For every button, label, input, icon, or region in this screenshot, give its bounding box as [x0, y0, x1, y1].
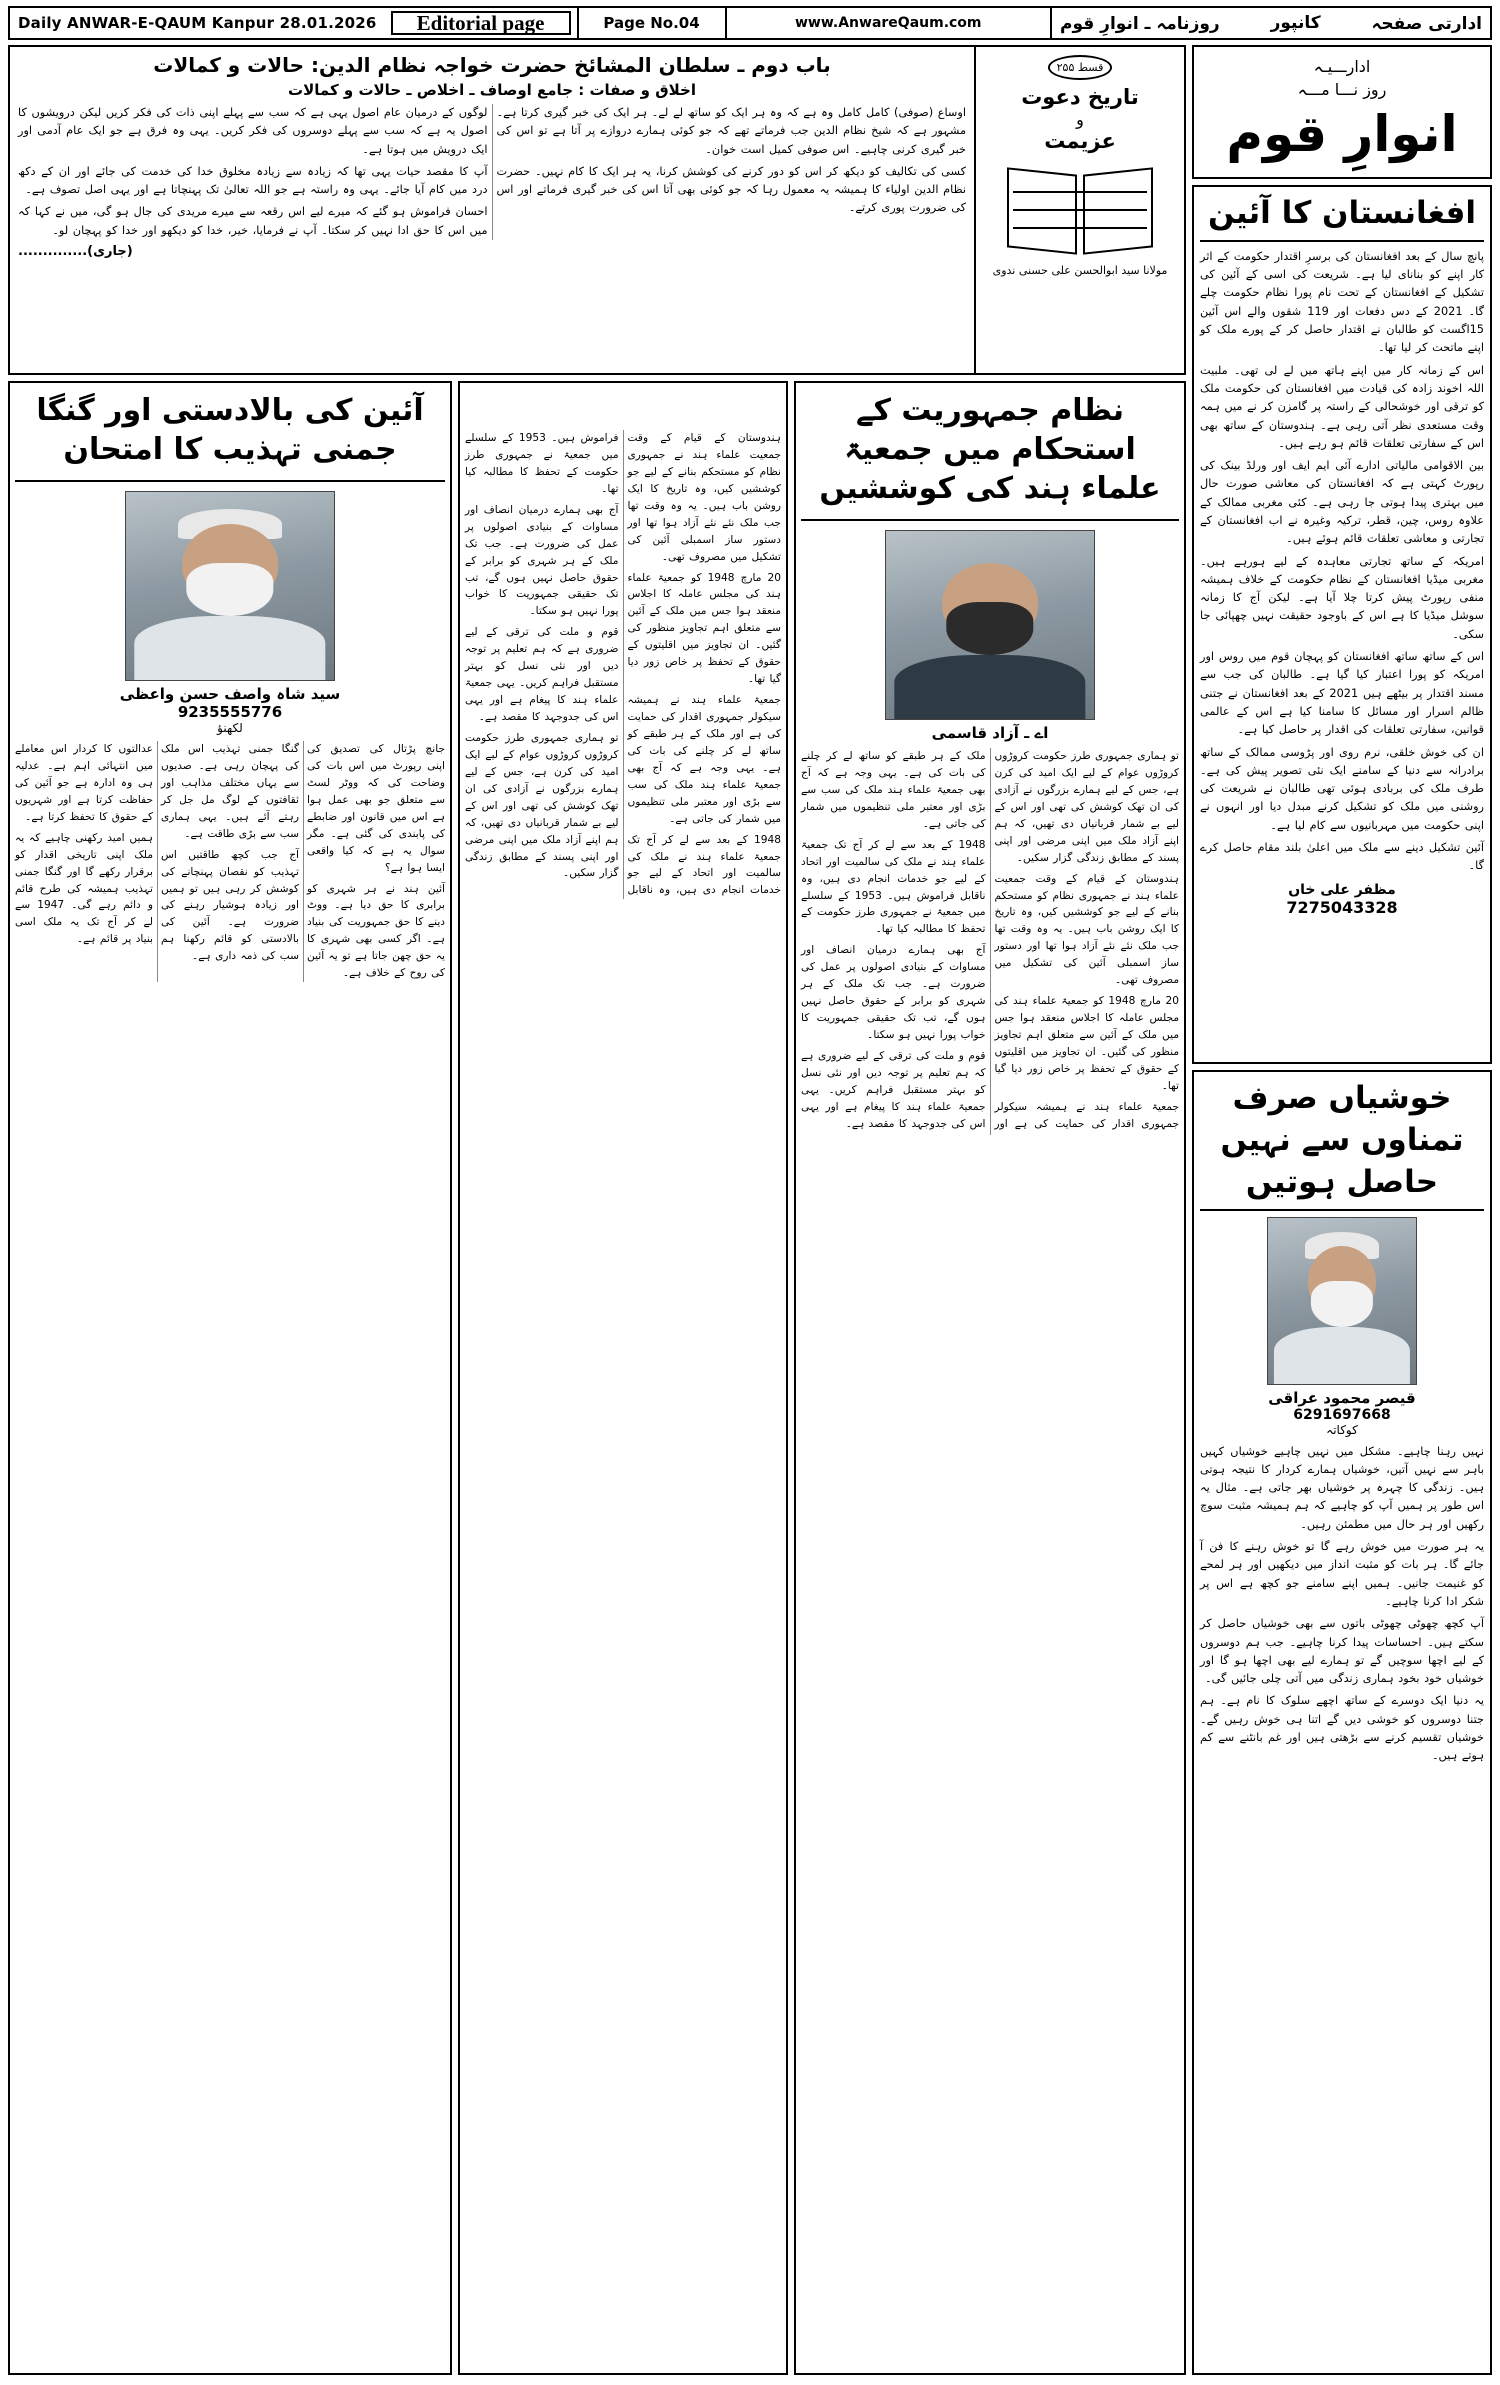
jamiat-paragraph: 20 مارچ 1948 کو جمعیۃ علماء ہند کی مجلس عاملہ کا اجلاس منعقد ہوا جس میں ملک کے آئین سے متعلق اہم تجاویز منظور کی گئیں۔ ان تجاویز میں اقلیتوں کے حقوق کے تحفظ پر خاص زور دیا گیا تھا۔ — [994, 995, 1179, 1092]
editorial-author-name: مظفر علی خاں — [1288, 881, 1396, 898]
imtihan-paragraph: آج جب کچھ طاقتیں اس تہذیب کو نقصان پہنچانے کی کوشش کر رہی ہیں تو ہمیں اور زیادہ ہوشیار رہنے کی ضرورت ہے۔ آئین کی بالادستی کو قائم رکھنا ہم سب کی ذمہ داری ہے۔ — [161, 848, 299, 963]
imtihan-body — [15, 741, 445, 982]
author-photo — [1267, 1217, 1417, 1385]
nameplate — [1192, 45, 1492, 179]
editorial-body — [1200, 248, 1484, 876]
jamiat-continuation-column — [458, 381, 788, 2375]
jamiat-paragraph: تو ہماری جمہوری طرز حکومت کروڑوں کروڑوں عوام کے لیے ایک امید کی کرن ہے، جس کے لیے ہمارے بزرگوں نے آزادی کی ان تھک کوشش کی تھی اور اس کے لیے بے شمار قربانیاں دی تھیں، کہ ہم اپنے آزاد ملک میں اپنی مرضی اور اپنی پسند کے مطابق زندگی گزار سکیں۔ — [994, 750, 1179, 864]
jamiat-continued-body — [465, 430, 781, 899]
masthead-urdu-editorial: ادارتی صفحہ — [1371, 13, 1482, 34]
jamiat-paragraph: جمعیۃ علماء ہند نے ہمیشہ سیکولر جمہوری اقدار کی حمایت کی ہے اور ملک کے ہر طبقے کو ساتھ لے کر چلنے کی بات کی ہے۔ یہی وجہ ہے کہ آج بھی جمعیۃ علماء ہند ملک کی سب سے بڑی اور معتبر ملی تنظیموں میں شمار کی جاتی ہے۔ — [627, 694, 781, 825]
jamiat-paragraph: ہندوستان کے قیام کے وقت جمعیت علماء ہند نے جمہوری نظام کو مستحکم بنانے کے لیے جو کوششیں کیں، وہ تاریخ کا ایک روشن باب ہیں۔ یہ وہ وقت تھا جب ملک نئے نئے آزاد ہوا تھا اور دستور ساز اسمبلی آئین کی تشکیل میں مصروف تھی۔ — [994, 872, 1179, 987]
masthead-urdu-strip — [1050, 8, 1490, 38]
masthead-website[interactable]: www.AnwareQaum.com — [794, 15, 982, 31]
khushiyan-headline: خوشیاں صرف تمناوں سے نہیں حاصل ہوتیں — [1200, 1078, 1484, 1211]
feature-paragraph: لوگوں کے درمیان عام اصول یہی ہے کہ سب سے پہلے اپنی ذات کی فکر کریں لیکن درویشوں کا اصول یہ ہے کہ سب سے پہلے دوسروں کی فکر کریں۔ یہی وہ فرق ہے جو ایک عام آدمی اور ایک درویش میں ہوتا ہے۔ — [18, 106, 488, 156]
jamiat-paragraph: قوم و ملت کی ترقی کے لیے ضروری ہے کہ ہم تعلیم پر توجہ دیں اور نئی نسل کو بہتر مستقبل فراہم کریں۔ یہی جمعیۃ علماء ہند کا پیغام ہے اور یہی اس کی جدوجہد کا مقصد ہے۔ — [801, 1049, 986, 1130]
page-body — [8, 45, 1492, 2375]
feature-body — [18, 104, 966, 240]
khushiyan-paragraph: آپ کچھ چھوٹی چھوٹی باتوں سے بھی خوشیاں حاصل کر سکتے ہیں۔ احساسات پیدا کرنا چاہیے۔ جب ہم دوسروں کے لیے اچھا سوچیں گے تو ہمارے لیے بھی اچھا ہو گا اور خوشیاں خود بخود ہماری زندگی میں آتی چلی جائیں گی۔ — [1200, 1617, 1484, 1686]
right-column — [1192, 45, 1492, 2375]
imtihan-paragraph: ہمیں امید رکھنی چاہیے کہ یہ ملک اپنی تاریخی اقدار کو برقرار رکھے گا اور گنگا جمنی تہذیب ہمیشہ کی طرح قائم و دائم رہے گی۔ 1947 سے لے کر آج تک یہ ملک اسی بنیاد پر قائم ہے۔ — [15, 831, 154, 946]
imtihan-author-city: لکھنؤ — [217, 721, 243, 735]
author-photo — [885, 530, 1095, 720]
jamiat-paragraph: آج بھی ہمارے درمیان انصاف اور مساوات کے بنیادی اصولوں پر عمل کی ضرورت ہے۔ جب تک ملک کے ہر شہری کو برابر کے حقوق حاصل نہیں ہوں گے، تب تک حقیقی جمہوریت کا خواب پورا نہیں ہو سکتا۔ — [801, 944, 986, 1041]
feature-series-title-2: و — [1076, 110, 1084, 130]
editorial-paragraph: بین الاقوامی مالیاتی ادارے آئی ایم ایف اور ورلڈ بینک کی رپورٹ کہتی ہے کہ افغانستان کی معاشی صورت حال میں بہتری پیدا ہوتی جا رہی ہے۔ کئی مغربی ممالک کے علاوہ روس، چین، قطر، ترکیہ وغیرہ نے اب افغانستان کے تجارتی و معاشی تعلقات قائم ہوئے ہیں۔ — [1200, 459, 1484, 546]
khushiyan-article — [1192, 1070, 1492, 2375]
feature-episode-badge: قسط ۲۵۵ — [1048, 55, 1113, 80]
editorial-article — [1192, 185, 1492, 1064]
open-book-icon — [1005, 161, 1155, 257]
jamiat-author-photo-block — [801, 530, 1179, 742]
jamiat-paragraph: جمعیۃ علماء ہند نے ہمیشہ سیکولر جمہوری اقدار کی حمایت کی ہے اور ملک کے ہر طبقے کو ساتھ لے کر چلنے کی بات کی ہے۔ یہی وجہ ہے کہ آج بھی جمعیۃ علماء ہند ملک کی سب سے بڑی اور معتبر ملی تنظیموں میں شمار کی جاتی ہے۔ — [801, 750, 1179, 1130]
feature-continued-label: (جاری).............. — [18, 244, 133, 260]
masthead-urdu-city: کانپور — [1270, 13, 1321, 33]
masthead-bar — [8, 6, 1492, 40]
nameplate-line-2: روز نـــا مـــہ — [1297, 80, 1387, 99]
feature-paragraph: کسی کی تکالیف کو دیکھ کر اس کو دور کرنے کی کوشش کرنا، یہ ہر ایک کا کام نہیں۔ حضرت نظام الدین اولیاء کا ہمیشہ یہ معمول رہا کہ جو کوئی بھی آتا اس کی خبر گیری فرماتے اور اس کی ضرورت پوری کرتے۔ — [496, 164, 966, 215]
khushiyan-paragraph: نہیں رہنا چاہیے۔ مشکل میں نہیں چاہیے خوشیاں کہیں باہر سے نہیں آتیں، خوشیاں ہمارے کردار کا نتیجہ ہوتی ہیں۔ زندگی کا چہرہ پر خوشیاں بھر جاتی ہے۔ مثال یہ اس طور پر ہمیں آپ کو چاہیے کہ ہم ہمیشہ مثبت سوچ رکھیں اور ہر حال میں مطمئن رہیں۔ — [1200, 1444, 1484, 1531]
jamiat-paragraph: تو ہماری جمہوری طرز حکومت کروڑوں کروڑوں عوام کے لیے ایک امید کی کرن ہے، جس کے لیے ہمارے بزرگوں نے آزادی کی ان تھک کوشش کی تھی اور اس کے لیے بے شمار قربانیاں دی تھیں، کہ ہم اپنے آزاد ملک میں اپنی مرضی اور اپنی پسند کے مطابق زندگی گزار سکیں۔ — [465, 731, 619, 880]
khushiyan-author-name: قیصر محمود عراقی — [1268, 1388, 1416, 1407]
editorial-paragraph: اس کے ساتھ ساتھ افغانستان کو پہچان قوم میں روس اور امریکہ کو پورا اعتبار کیا گیا ہے۔ طالبان کی جب سے مسند اقتدار پر بیٹھے ہیں 2021 کے بعد افغانستان نے جتنی ظالم اسرار اور مسائل کا سامنا کیا ہے اس کے عالمی قوانین، سفارتی تعلقات کی اقدار پر حاصل کیا ہے۔ — [1200, 650, 1484, 737]
imtihan-paragraph: آئین ہند نے ہر شہری کو برابری کا حق دیا ہے۔ ووٹ دینے کا حق جمہوریت کی بنیاد ہے۔ اگر کسی بھی شہری کا یہ حق چھن جاتا ہے تو یہ آئین کی روح کے خلاف ہے۔ — [307, 882, 445, 980]
main-column — [8, 45, 1186, 2375]
imtihan-paragraph: عدالتوں کا کردار اس معاملے میں انتہائی اہم ہے۔ عدلیہ ہی وہ ادارہ ہے جو آئین کی حفاظت کرتا ہے اور شہریوں کے حقوق کا تحفظ کرتا ہے۔ — [15, 743, 153, 823]
masthead-page-number: Page No.04 — [577, 8, 727, 38]
khushiyan-paragraph: یہ دنیا ایک دوسرے کے ساتھ اچھے سلوک کا نام ہے۔ ہم جتنا دوسروں کو خوشی دیں گے اتنا ہی خوش رہیں گے۔ خوشیاں تقسیم کرنے سے بڑھتی ہیں اور غم بانٹنے سے کم ہوتے ہیں۔ — [1200, 1694, 1484, 1763]
imtihan-author-phone: 9235555776 — [177, 703, 283, 721]
jamiat-headline: نظام جمہوریت کے استحکام میں جمعیۃ علماء ہند کی کوششیں — [819, 393, 1161, 506]
masthead-editorial-label: Editorial page — [391, 11, 571, 35]
masthead-date-line: Daily ANWAR-E-QAUM Kanpur 28.01.2026 — [18, 14, 377, 32]
editorial-headline: افغانستان کا آئین — [1200, 193, 1484, 242]
feature-series-title-3: عزیمت — [1044, 129, 1116, 154]
feature-paragraph: آپ کا مقصد حیات یہی تھا کہ زیادہ سے زیادہ مخلوق خدا کی خدمت کی جائے اور ان کے دکھ درد میں کام آیا جائے۔ یہی وہ راستہ ہے جو اللہ تعالیٰ تک پہنچاتا ہے اور یہی اصل تصوف ہے۔ — [18, 164, 488, 197]
jamiat-paragraph: 1948 کے بعد سے لے کر آج تک جمعیۃ علماء ہند نے ملک کی سالمیت اور اتحاد کے لیے جو خدمات انجام دی ہیں، وہ ناقابل فراموش ہیں۔ 1953 کے سلسلے میں جمعیۃ نے جمہوری طرز حکومت کے تحفظ کا مطالبہ کیا تھا۔ — [801, 838, 986, 936]
imtihan-author-photo-block — [15, 491, 445, 735]
khushiyan-author-photo-block — [1200, 1217, 1484, 1437]
jamiat-body — [801, 748, 1179, 1135]
feature-series-author: مولانا سید ابوالحسن علی حسنی ندوی — [992, 264, 1168, 278]
jamiat-paragraph: 1948 کے بعد سے لے کر آج تک جمعیۃ علماء ہند نے ملک کی سالمیت اور اتحاد کے لیے جو خدمات انجام دی ہیں، وہ ناقابل فراموش ہیں۔ 1953 کے سلسلے میں جمعیۃ نے جمہوری طرز حکومت کے تحفظ کا مطالبہ کیا تھا۔ — [465, 432, 781, 897]
imtihan-paragraph: جانچ پڑتال کی تصدیق کی اپنی رپورٹ میں اس بات کی وضاحت کی کہ ووٹر لسٹ سے متعلق جو بھی عمل ہوا ہے اس میں قانون اور ضابطے کی پابندی کی گئی ہے۔ مگر سوال یہ ہے کہ کیا واقعی ایسا ہوا ہے؟ — [307, 743, 445, 874]
imtihan-author-name: سید شاہ واصف حسن واعظی — [119, 685, 341, 703]
editorial-paragraph: ان کی خوش خلقی، نرم روی اور پڑوسی ممالک کے ساتھ برادرانہ سے دنیا کے سامنے ایک نئی تصویر پیش کی ہے۔ طرف ملک کی بربادی ہوئی تھی طالبان نے شریعت کی روشنی میں ملک کو تشکیل کرنے مبدل دیا اور انہوں نے اپنی حکومت میں مہربانیوں سے کام لیا ہے۔ — [1200, 745, 1484, 832]
jamiat-article — [794, 381, 1186, 2375]
tareekh-dawat-feature — [8, 45, 1186, 375]
khushiyan-paragraph: یہ ہر صورت میں خوش رہے گا تو خوش رہنے کا فن آ جائے گا۔ ہر بات کو مثبت انداز میں دیکھیں اور ہر لمحے کو غنیمت جانیں۔ ہمیں اپنے سامنے جو کچھ ہے اس پر شکر ادا کرنا چاہیے۔ — [1200, 1540, 1484, 1608]
feature-paragraph: اوساع (صوفی) کامل کامل وہ ہے کہ وہ ہر ایک کو ساتھ لے لے۔ ہر ایک کی خبر گیری کرتا ہے۔ مشہور ہے کہ شیخ نظام الدین جب فرماتے تھے کہ جو کوئی ہمارے دروازے پر آتا ہے تو اس کی خبر گیری کرنی چاہیے۔ اس صوفی کمیل است خوان۔ — [496, 106, 966, 156]
feature-emblem — [974, 47, 1184, 373]
khushiyan-author-city: کوکاتہ — [1326, 1422, 1358, 1437]
editorial-paragraph: امریکہ کے ساتھ تجارتی معاہدہ کے لیے ہورہے ہیں۔ مغربی میڈیا افغانستان کے نظام حکومت کے خلاف ہمیشہ منفی رپورٹ پیش کرتا چلا آیا ہے۔ لیکن آج کا زمانہ سوشل میڈیا کا ہے اس کے باوجود حقیقت نہیں چھپائی جا سکی۔ — [1200, 554, 1484, 641]
imtihan-article — [8, 381, 452, 2375]
feature-paragraph: احسان فراموش ہو گئے کہ میرے لیے اس رقعہ سے میرے مریدی کی جال ہو گی، میں نے کہا کہ میں اس کا حق ادا نہیں کر سکتا۔ آپ نے فرمایا، خیر، خدا کو دیکھو اور خدا کو پہچان لو۔ — [18, 205, 488, 237]
editorial-paragraph: آئین تشکیل دینے سے ملک میں اعلیٰ بلند مقام حاصل کرے گا۔ — [1200, 841, 1484, 873]
editorial-paragraph: اس کے زمانہ کار میں اپنے ہاتھ میں لے لی تھی۔ ملبیت اللہ اخوند زادہ کی قیادت میں افغانستان کی حکومت ملک کو ترقی اور خوشحالی کے راستہ پر گامزن کر نے میں ہمہ وقت مستعدی نظر آتی رہی ہے۔ ہندوستان کے ساتھ بھی اس کے سفارتی تعلقات قائم ہو رہے ہیں۔ — [1200, 363, 1484, 450]
feature-body-wrap — [10, 47, 974, 373]
jamiat-paragraph: 20 مارچ 1948 کو جمعیۃ علماء ہند کی مجلس عاملہ کا اجلاس منعقد ہوا جس میں ملک کے آئین سے متعلق اہم تجاویز منظور کی گئیں۔ ان تجاویز میں اقلیتوں کے حقوق کے تحفظ پر خاص زور دیا گیا تھا۔ — [627, 571, 782, 686]
feature-chapter-title: باب دوم ـ سلطان المشائخ حضرت خواجہ نظام الدین: حالات و کمالات — [153, 53, 831, 77]
jamiat-author-name: اے ـ آزاد قاسمی — [931, 724, 1049, 742]
feature-subtitle: اخلاق و صفات : جامع اوصاف ـ اخلاص ـ حالات و کمالات — [288, 81, 696, 99]
jamiat-paragraph: قوم و ملت کی ترقی کے لیے ضروری ہے کہ ہم تعلیم پر توجہ دیں اور نئی نسل کو بہتر مستقبل فراہم کریں۔ یہی جمعیۃ علماء ہند کا پیغام ہے اور یہی اس کی جدوجہد کا مقصد ہے۔ — [465, 626, 619, 723]
jamiat-paragraph: ہندوستان کے قیام کے وقت جمعیت علماء ہند نے جمہوری نظام کو مستحکم بنانے کے لیے جو کوششیں کیں، وہ تاریخ کا ایک روشن باب ہیں۔ یہ وہ وقت تھا جب ملک نئے نئے آزاد ہوا تھا اور دستور ساز اسمبلی آئین کی تشکیل میں مصروف تھی۔ — [627, 432, 781, 563]
nameplate-line-1: ادارـــیـہ — [1313, 57, 1371, 76]
editorial-signature — [1200, 882, 1484, 917]
khushiyan-author-phone: 6291697668 — [1293, 1406, 1391, 1423]
author-photo — [125, 491, 335, 681]
masthead-urdu-title: روزنامہ ـ انوارِ قوم — [1060, 13, 1220, 34]
imtihan-paragraph: گنگا جمنی تہذیب اس ملک کی پہچان رہی ہے۔ صدیوں سے یہاں مختلف مذاہب اور ثقافتوں کے لوگ مل جل کر رہتے آئے ہیں۔ یہی ہماری سب سے بڑی طاقت ہے۔ — [161, 743, 299, 840]
lower-articles — [8, 381, 1186, 2375]
editorial-author-phone: 7275043328 — [1286, 897, 1398, 917]
feature-series-title-1: تاریخ دعوت — [1021, 85, 1139, 109]
khushiyan-body — [1200, 1443, 1484, 1766]
jamiat-paragraph: آج بھی ہمارے درمیان انصاف اور مساوات کے بنیادی اصولوں پر عمل کی ضرورت ہے۔ جب تک ملک کے ہر شہری کو برابر کے حقوق حاصل نہیں ہوں گے، تب تک حقیقی جمہوریت کا خواب پورا نہیں ہو سکتا۔ — [465, 503, 619, 618]
imtihan-headline: آئین کی بالادستی اور گنگا جمنی تہذیب کا امتحان — [36, 393, 424, 467]
nameplate-title: انوارِ قوم — [1226, 105, 1458, 163]
editorial-paragraph: پانچ سال کے بعد افغانستان کی برسرِ اقتدار حکومت کے اثر کار اپنے کو بنانای لیا ہے۔ شریعت کی اسی کے آئین کی تشکیل کے افغانستان کے تحت نام پورا نظام حکومت چلے گا۔ 2021 کے دس دفعات اور 119 شقوں والے اس آئین 15اگست کو طالبان نے اقتدار حاصل کر کے پورے ملک کو اپنے ماتحت کر لیا تھا۔ — [1200, 249, 1484, 355]
